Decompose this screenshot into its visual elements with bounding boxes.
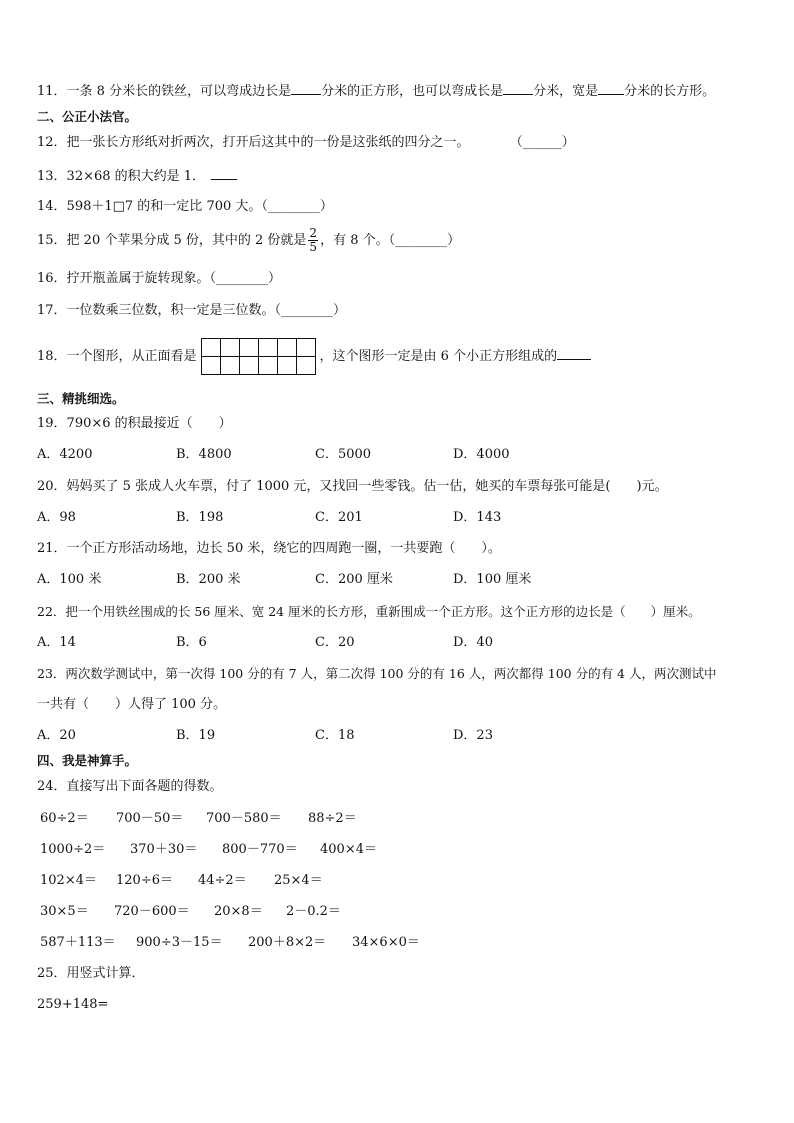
calc-item: 900÷3－15＝ (136, 935, 223, 950)
option-a[interactable]: A．98 (37, 510, 76, 525)
calc-item: 88÷2＝ (308, 811, 357, 826)
front-view-grid (201, 338, 316, 375)
question-17: 17．一位数乘三位数，积一定是三位数。（________） (37, 303, 347, 318)
q11-text-d: 分米的长方形。 (624, 84, 716, 99)
calc-item: 720－600＝ (114, 904, 190, 919)
option-d[interactable]: D．4000 (453, 447, 510, 462)
option-c[interactable]: C．18 (315, 728, 355, 743)
section-2-heading: 二、公正小法官。 (37, 109, 138, 124)
calc-item: 200＋8×2＝ (248, 935, 327, 950)
q18-text-a: 18．一个图形，从正面看是 (37, 349, 197, 364)
question-14: 14．598＋1□7 的和一定比 700 大。（________） (37, 199, 333, 214)
option-d[interactable]: D．23 (453, 728, 493, 743)
answer-blank[interactable] (211, 167, 237, 180)
option-c[interactable]: C．201 (315, 510, 363, 525)
option-b[interactable]: B．4800 (176, 447, 232, 462)
q12-text: 12．把一张长方形纸对折两次，打开后这其中的一份是这张纸的四分之一。 (37, 135, 470, 150)
vertical-calc-expression: 259+148= (37, 997, 109, 1012)
q11-text-b: 分米的正方形，也可以弯成长是 (321, 84, 504, 99)
question-15 (37, 224, 460, 258)
answer-blank[interactable] (291, 82, 321, 95)
calc-item: 30×5＝ (40, 904, 89, 919)
answer-blank[interactable] (598, 82, 624, 95)
calc-item: 60÷2＝ (40, 811, 89, 826)
question-16: 16．拧开瓶盖属于旋转现象。（________） (37, 271, 282, 286)
calc-item: 800－770＝ (222, 842, 298, 857)
calc-item: 34×6×0＝ (352, 935, 420, 950)
q15-text-b: ，有 8 个。（________） (320, 233, 461, 248)
calc-item: 1000÷2＝ (40, 842, 106, 857)
calc-item: 102×4＝ (40, 873, 97, 888)
option-d[interactable]: D．100 厘米 (453, 572, 532, 587)
fraction-numerator: 2 (309, 226, 318, 240)
question-24: 24．直接写出下面各题的得数。 (37, 779, 223, 794)
question-22: 22．把一个用铁丝围成的长 56 厘米、宽 24 厘米的长方形，重新围成一个正方形。这个正方形的边长是（ ）厘米。 (37, 604, 701, 619)
calc-item: 370＋30＝ (130, 842, 198, 857)
question-21: 21．一个正方形活动场地，边长 50 米，绕它的四周跑一圈，一共要跑（ ）。 (37, 541, 501, 556)
answer-blank[interactable] (503, 82, 533, 95)
q11-text-c: 分米，宽是 (533, 84, 599, 99)
option-d[interactable]: D．40 (453, 635, 493, 650)
option-a[interactable]: A．100 米 (37, 572, 102, 587)
q11-text-a: 11．一条 8 分米长的铁丝，可以弯成边长是 (37, 84, 292, 99)
calc-item: 20×8＝ (214, 904, 263, 919)
question-11 (37, 82, 715, 101)
q13-text: 13．32×68 的积大约是 1． (37, 169, 206, 184)
calc-item: 587＋113＝ (40, 935, 116, 950)
calc-item: 400×4＝ (320, 842, 377, 857)
question-19: 19．790×6 的积最接近（ ） (37, 416, 232, 431)
option-c[interactable]: C．20 (315, 635, 355, 650)
calc-item: 2－0.2＝ (286, 904, 341, 919)
question-20: 20．妈妈买了 5 张成人火车票，付了 1000 元，又找回一些零钱。估一估，她买的车票每张可能是( )元。 (37, 479, 668, 494)
question-23-line-1: 23．两次数学测试中，第一次得 100 分的有 7 人，第二次得 100 分的有 16 人，两次都得 100 分的有 4 人，两次测试中 (37, 666, 717, 681)
option-b[interactable]: B．200 米 (176, 572, 241, 587)
answer-blank[interactable] (557, 347, 591, 360)
calc-item: 700－50＝ (116, 811, 184, 826)
question-23-line-2: 一共有（ ）人得了 100 分。 (37, 697, 227, 712)
calc-item: 120÷6＝ (116, 873, 173, 888)
fraction-denominator: 5 (309, 240, 318, 254)
option-b[interactable]: B．6 (176, 635, 207, 650)
q15-text-a: 15．把 20 个苹果分成 5 份，其中的 2 份就是 (37, 233, 307, 248)
calc-item: 25×4＝ (274, 873, 323, 888)
calc-item: 44÷2＝ (198, 873, 247, 888)
question-12 (37, 134, 575, 152)
question-25: 25．用竖式计算． (37, 966, 145, 981)
section-4-heading: 四、我是神算手。 (37, 753, 138, 768)
fraction (308, 227, 318, 254)
question-18 (37, 335, 591, 379)
option-a[interactable]: A．20 (37, 728, 76, 743)
option-a[interactable]: A．4200 (37, 447, 93, 462)
question-13 (37, 167, 237, 186)
option-b[interactable]: B．19 (176, 728, 216, 743)
section-3-heading: 三、精挑细选。 (37, 391, 125, 406)
option-d[interactable]: D．143 (453, 510, 502, 525)
option-c[interactable]: C．200 厘米 (315, 572, 393, 587)
option-b[interactable]: B．198 (176, 510, 224, 525)
option-a[interactable]: A．14 (37, 635, 76, 650)
option-c[interactable]: C．5000 (315, 447, 372, 462)
q12-answer-paren[interactable]: （______） (509, 135, 575, 150)
q18-text-b: ，这个图形一定是由 6 个小正方形组成的 (319, 349, 558, 364)
calc-item: 700－580＝ (206, 811, 282, 826)
